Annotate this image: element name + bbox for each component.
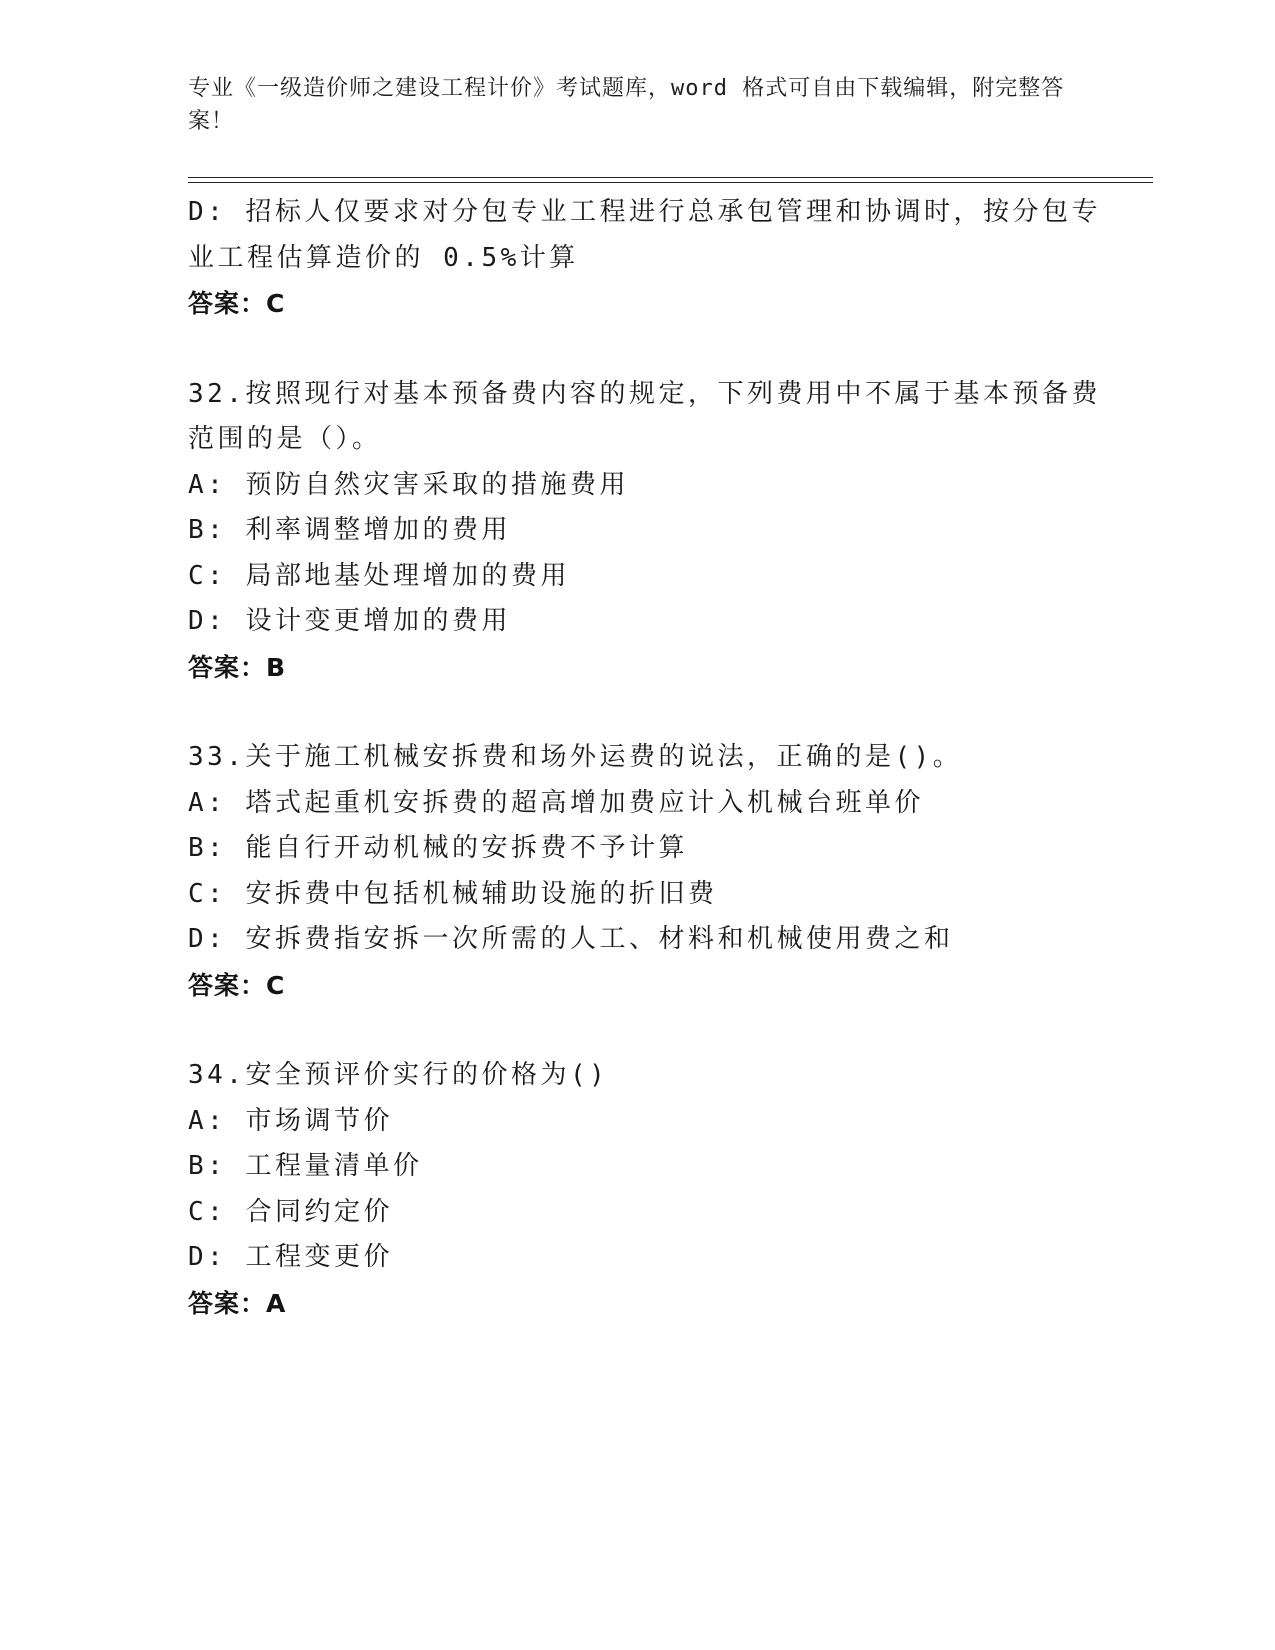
- question-32: [188, 372, 1101, 691]
- option-a: A: 塔式起重机安拆费的超高增加费应计入机械台班单价: [188, 787, 924, 818]
- question-33: [188, 735, 1088, 1008]
- answer: 答案：B: [188, 652, 287, 682]
- question-text-line-2: 范围的是（）。: [188, 424, 382, 454]
- option-b: B: 能自行开动机械的安拆费不予计算: [188, 833, 688, 863]
- header-rule-bottom: [188, 182, 1153, 183]
- option-d-line-2: 业工程估算造价的 0.5%计算: [188, 242, 579, 273]
- carry-over-question: [188, 190, 1101, 327]
- option-a: A: 市场调节价: [188, 1105, 393, 1136]
- option-d: D: 工程变更价: [188, 1242, 393, 1272]
- header-rule-top: [188, 177, 1153, 178]
- option-a: A: 预防自然灾害采取的措施费用: [188, 469, 629, 500]
- question-text: 34.安全预评价实行的价格为(): [188, 1060, 609, 1090]
- option-d-line-1: D: 招标人仅要求对分包专业工程进行总承包管理和协调时，按分包专: [188, 197, 1101, 227]
- answer: 答案：A: [188, 1288, 287, 1318]
- option-b: B: 工程量清单价: [188, 1151, 423, 1181]
- answer: 答案：C: [188, 289, 286, 318]
- answer: 答案：C: [188, 970, 286, 1000]
- option-c: C: 局部地基处理增加的费用: [188, 560, 570, 591]
- page-header: 专业《一级造价师之建设工程计价》考试题库，word 格式可自由下载编辑，附完整答案！: [188, 76, 1065, 134]
- question-34: [188, 1053, 1088, 1326]
- option-c: C: 合同约定价: [188, 1196, 393, 1227]
- option-d: D: 安拆费指安拆一次所需的人工、材料和机械使用费之和: [188, 924, 954, 954]
- option-b: B: 利率调整增加的费用: [188, 515, 511, 545]
- question-text-line-1: 32.按照现行对基本预备费内容的规定，下列费用中不属于基本预备费: [188, 378, 1101, 409]
- document-body: [188, 190, 1101, 1326]
- option-d: D: 设计变更增加的费用: [188, 606, 511, 636]
- option-c: C: 安拆费中包括机械辅助设施的折旧费: [188, 878, 718, 909]
- question-text: 33.关于施工机械安拆费和场外运费的说法，正确的是()。: [188, 742, 963, 772]
